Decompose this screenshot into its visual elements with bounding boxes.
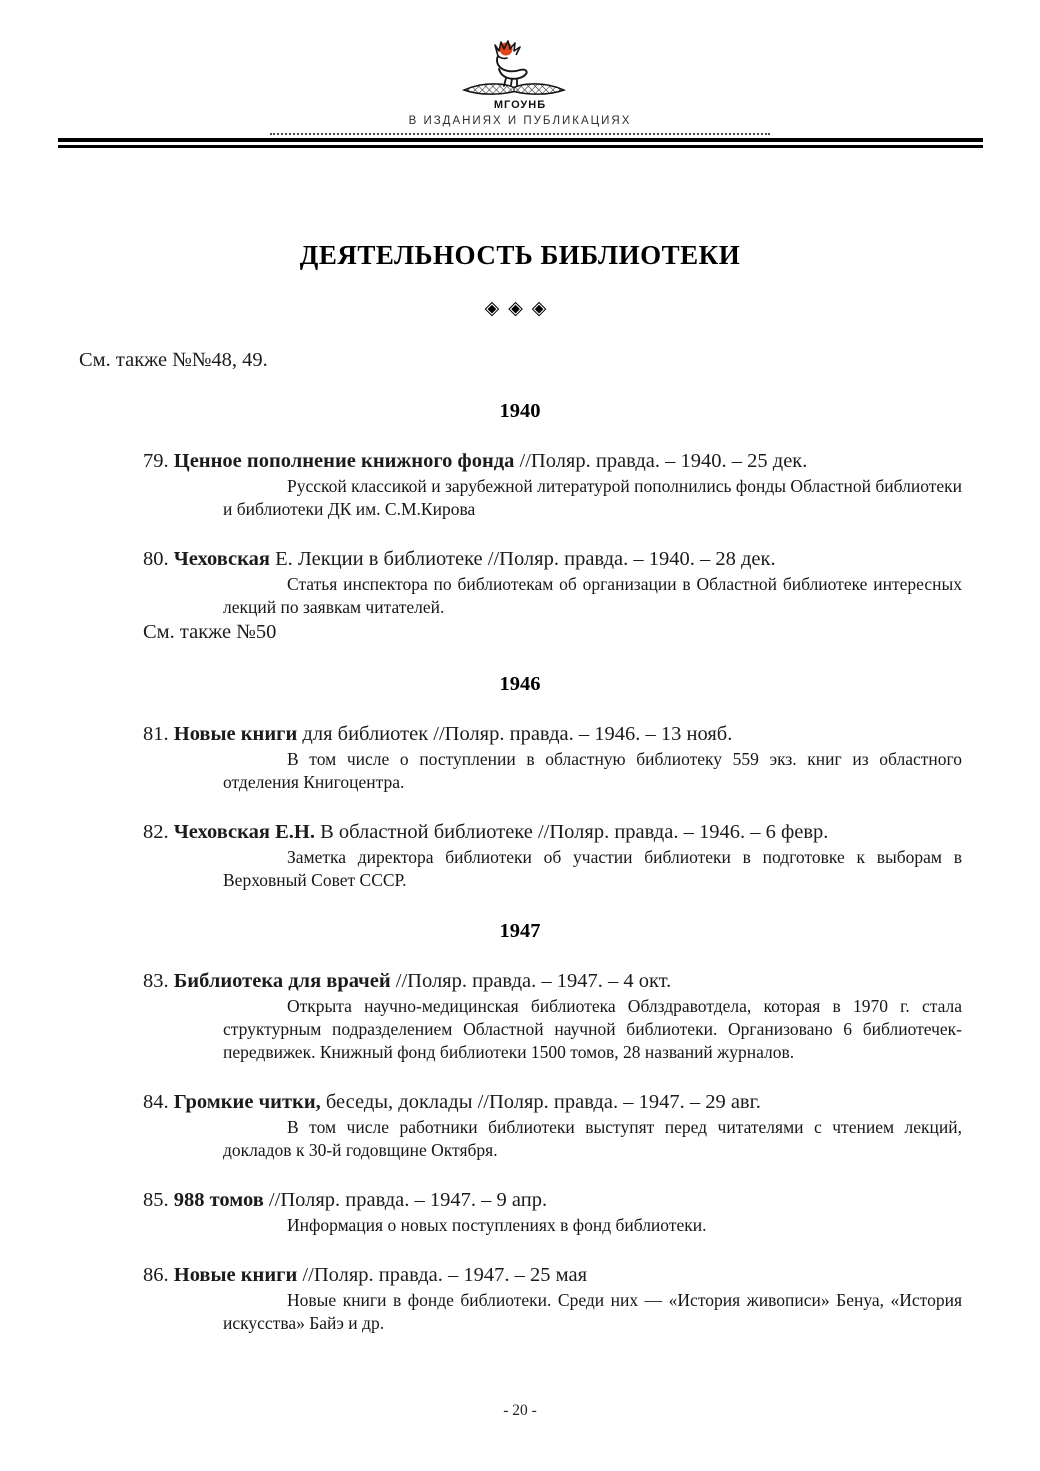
entry-title-bold: Чеховская [173, 548, 270, 570]
entry-title-bold: Новые книги [173, 723, 298, 745]
year-heading-1946: 1946 [499, 673, 541, 695]
bibliography-entry [143, 721, 962, 794]
see-also-note: См. также №№48, 49. [79, 349, 268, 371]
logo-subtitle: В ИЗДАНИЯХ И ПУБЛИКАЦИЯХ [408, 115, 632, 127]
entry-title-bold: Чеховская Е.Н. [173, 821, 315, 843]
entry-annotation: Статья инспектора по библиотекам об организации в Областной библиотеке интересных лекций по заявкам читателей. [223, 574, 962, 617]
entry-number: 84. [143, 1091, 169, 1113]
entry-heading [143, 546, 962, 573]
entry-number: 85. [143, 1189, 169, 1211]
bibliography-entry [143, 1187, 962, 1237]
bibliography-entry [143, 1089, 962, 1162]
entry-title-rest: В областной библиотеке //Поляр. правда. – 1946. – 6 февр. [320, 821, 829, 843]
entry-title-rest: //Поляр. правда. – 1940. – 25 дек. [519, 450, 808, 472]
diamond-ornament: ◈◈◈ [484, 298, 556, 319]
entry-title-rest: //Поляр. правда. – 1947. – 9 апр. [268, 1189, 548, 1211]
entry-number: 82. [143, 821, 169, 843]
entry-title-rest: //Поляр. правда. – 1947. – 4 окт. [395, 970, 672, 992]
bibliography-entry [143, 1262, 962, 1335]
bibliography-entry [143, 819, 962, 892]
double-rule [58, 138, 983, 148]
entry-number: 81. [143, 723, 169, 745]
entry-number: 80. [143, 548, 169, 570]
entry-title-bold: 988 томов [173, 1189, 264, 1211]
entry-heading [143, 721, 962, 748]
letterhead [0, 0, 1040, 148]
entry-annotation: В том числе работники библиотеки выступят перед читателями с чтением лекций, докладов к 30-й годовщине Октября. [223, 1117, 962, 1160]
entry-heading [143, 1089, 962, 1116]
bibliography-entry [143, 968, 962, 1064]
entry-heading [143, 819, 962, 846]
entry-annotation: Заметка директора библиотеки об участии библиотеки в подготовке к выборам в Верховный Совет СССР. [223, 847, 962, 890]
entry-number: 79. [143, 450, 169, 472]
entry-heading [143, 1187, 962, 1214]
entry-title-rest: Е. Лекции в библиотеке //Поляр. правда. – 1940. – 28 дек. [275, 548, 776, 570]
logo-acronym: МГОУНБ [493, 99, 547, 111]
entry-annotation: Новые книги в фонде библиотеки. Среди них — «История живописи» Бенуа, «История искусства» Байэ и др. [223, 1290, 962, 1333]
page-title: ДЕЯТЕЛЬНОСТЬ БИБЛИОТЕКИ [299, 240, 741, 270]
entry-see-also-note: См. также №50 [143, 621, 277, 643]
year-heading-1940: 1940 [499, 400, 541, 422]
entry-title-rest: //Поляр. правда. – 1947. – 25 мая [302, 1264, 588, 1286]
entry-number: 86. [143, 1264, 169, 1286]
entry-annotation: Открыта научно-медицинская библиотека Облздравотдела, которая в 1970 г. стала структурным подразделением Областной научной библиотеки. Организовано 6 библиотечек-передвижек. Книжный фонд библиотеки 1500 томов, 28 названий журналов. [223, 996, 962, 1062]
entry-title-bold: Ценное пополнение книжного фонда [173, 450, 515, 472]
entry-title-bold: Громкие читки, [173, 1091, 321, 1113]
entry-annotation: В том числе о поступлении в областную библиотеку 559 экз. книг из областного отделения Книгоцентра. [223, 749, 962, 792]
library-deer-logo-icon [454, 40, 586, 98]
entry-title-bold: Библиотека для врачей [173, 970, 391, 992]
entry-annotation: Информация о новых поступлениях в фонд библиотеки. [287, 1215, 707, 1235]
entry-title-bold: Новые книги [173, 1264, 298, 1286]
entry-title-rest: для библиотек //Поляр. правда. – 1946. – 13 нояб. [302, 723, 733, 745]
dotted-rule [270, 133, 770, 135]
year-heading-1947: 1947 [499, 920, 541, 942]
page-number: - 20 - [503, 1402, 537, 1419]
bibliography-entry [143, 546, 962, 645]
entry-heading [143, 968, 962, 995]
entry-number: 83. [143, 970, 169, 992]
entry-annotation: Русской классикой и зарубежной литературой пополнились фонды Областной библиотеки и библиотеки ДК им. С.М.Кирова [223, 476, 962, 519]
entry-heading [143, 448, 962, 475]
content [0, 239, 1040, 1335]
entry-heading [143, 1262, 962, 1289]
entry-title-rest: беседы, доклады //Поляр. правда. – 1947. – 29 авг. [325, 1091, 761, 1113]
bibliography-entry [143, 448, 962, 521]
